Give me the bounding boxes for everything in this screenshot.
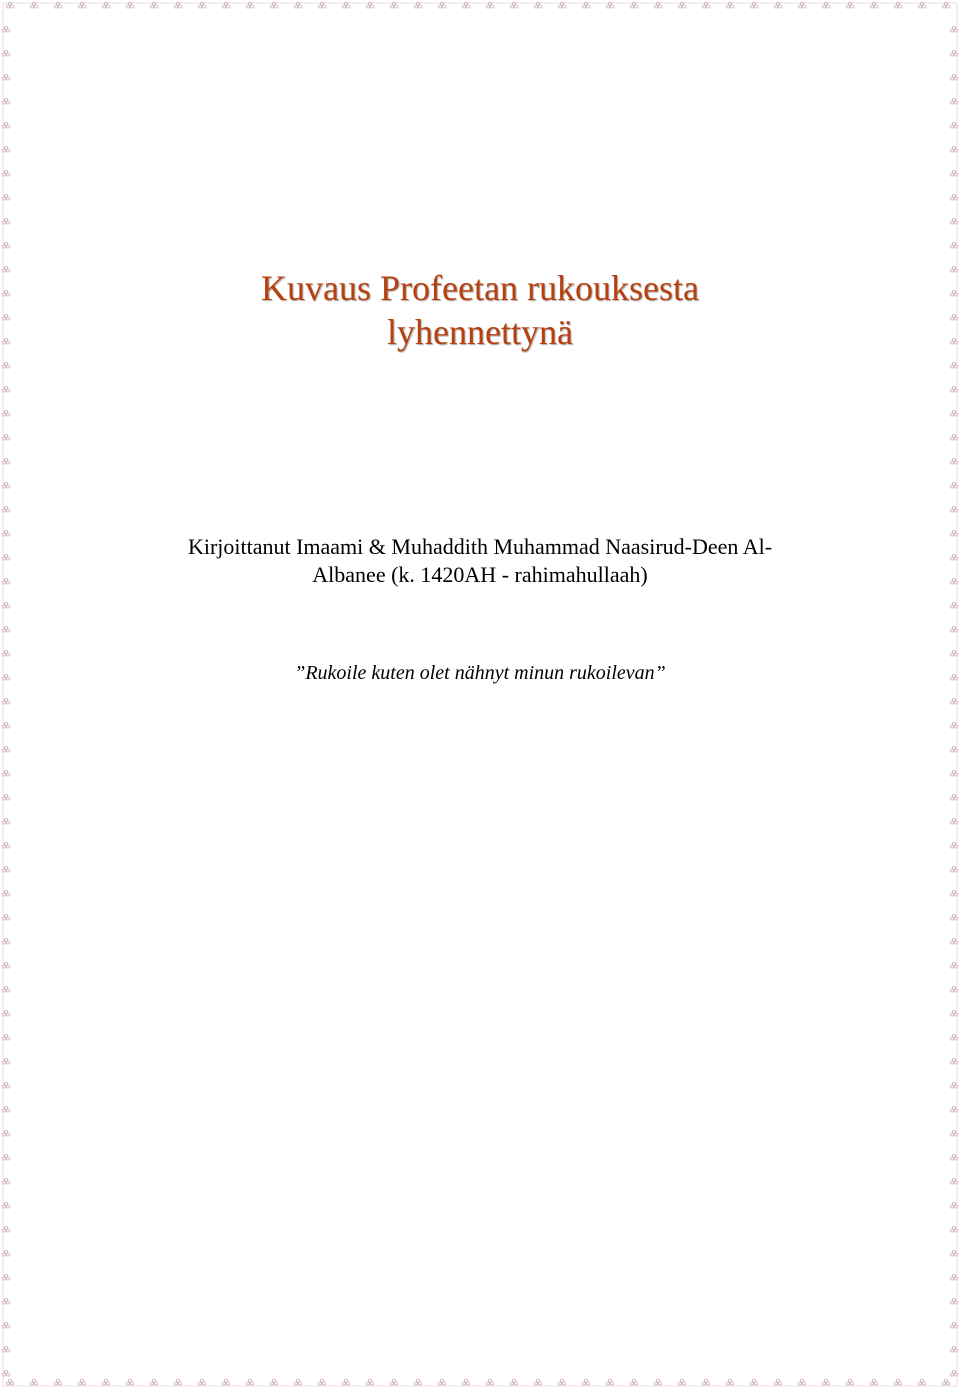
border-flower-icon [798,1379,805,1385]
border-flower-icon [198,1379,205,1385]
border-flower-icon [606,1379,613,1385]
border-flower-icon [366,1379,373,1385]
document-title [0,266,960,354]
border-flower-icon [654,1379,661,1385]
border-flower-icon [270,1379,277,1385]
border-flower-icon [678,1379,685,1385]
document-title-line2: lyhennettynä [387,312,573,352]
border-flower-icon [78,1379,85,1385]
border-flower-icon [726,1379,733,1385]
author-credit [120,533,840,589]
border-flower-icon [774,1379,781,1385]
border-flower-icon [750,1379,757,1385]
border-flower-icon [126,1379,133,1385]
border-flower-icon [102,1379,109,1385]
border-flower-icon [318,1379,325,1385]
document-title-line1: Kuvaus Profeetan rukouksesta [261,268,699,308]
border-flower-icon [822,1379,829,1385]
border-flower-icon [246,1379,253,1385]
border-flower-icon [846,1379,853,1385]
border-flower-icon [414,1379,421,1385]
border-flower-icon [510,1379,517,1385]
border-flower-icon [534,1379,541,1385]
border-flower-icon [294,1379,301,1385]
border-flower-icon [486,1379,493,1385]
border-flower-icon [222,1379,229,1385]
border-flower-icon [342,1379,349,1385]
border-flower-icon [6,1379,13,1385]
border-flower-icon [870,1379,877,1385]
author-credit-line1: Kirjoittanut Imaami & Muhaddith Muhammad Naasirud-Deen Al- [187,534,773,559]
border-flower-icon [30,1379,37,1385]
border-flower-icon [918,1379,925,1385]
epigraph-quote: ”Rukoile kuten olet nähnyt minun rukoilevan” [294,662,666,684]
border-flower-icon [438,1379,445,1385]
border-flower-icon [390,1379,397,1385]
border-flower-icon [558,1379,565,1385]
border-flower-icon [174,1379,181,1385]
border-flower-icon [54,1379,61,1385]
border-flower-icon [630,1379,637,1385]
border-flower-icon [942,1379,949,1385]
author-credit-line2: Albanee (k. 1420AH - rahimahullaah) [312,562,648,587]
border-flower-icon [894,1379,901,1385]
border-flower-icon [702,1379,709,1385]
border-flower-icon [150,1379,157,1385]
border-flower-icon [462,1379,469,1385]
border-flower-icon [582,1379,589,1385]
